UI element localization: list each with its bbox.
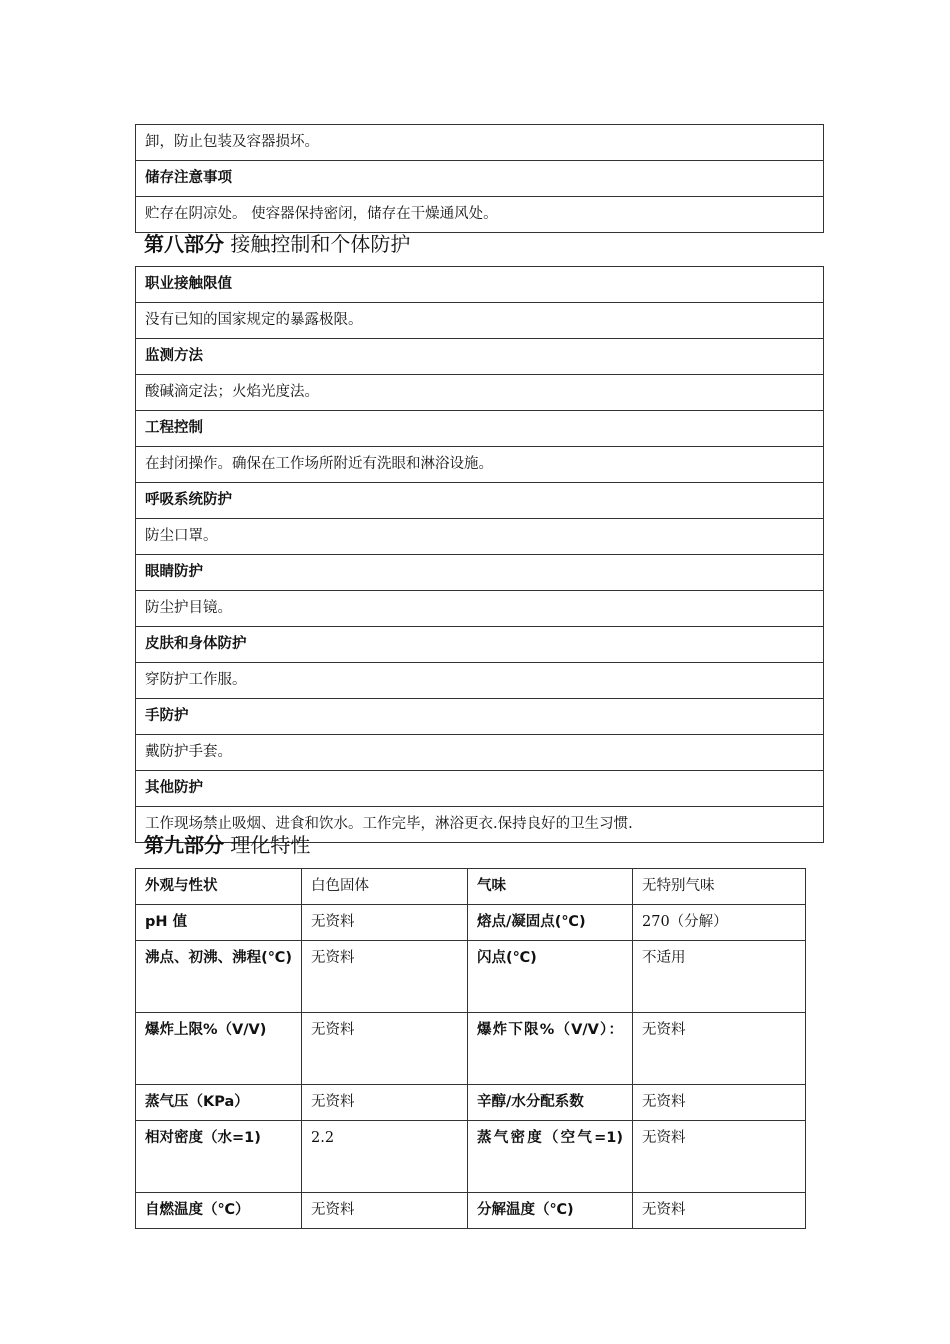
property-value: 无资料 — [302, 1013, 468, 1085]
respiratory-label: 呼吸系统防护 — [136, 483, 824, 519]
eye-protection-label: 眼睛防护 — [136, 555, 824, 591]
property-label: 沸点、初沸、沸程(℃) — [136, 941, 302, 1013]
section9-heading-number: 第九部分 — [144, 833, 224, 857]
section8-heading — [144, 231, 410, 257]
property-label: 分解温度（℃) — [468, 1193, 633, 1229]
eye-protection-value: 防尘护目镜。 — [136, 591, 824, 627]
exposure-limit-label: 职业接触限值 — [136, 267, 824, 303]
property-label: 相对密度（水=1) — [136, 1121, 302, 1193]
table-row — [136, 869, 806, 905]
property-label: 熔点/凝固点(℃) — [468, 905, 633, 941]
other-protection-value: 工作现场禁止吸烟、进食和饮水。工作完毕，淋浴更衣.保持良好的卫生习惯. — [136, 807, 824, 843]
section8-heading-title: 接触控制和个体防护 — [230, 232, 411, 256]
table-row — [136, 941, 806, 1013]
skin-protection-value: 穿防护工作服。 — [136, 663, 824, 699]
property-value: 无特别气味 — [633, 869, 806, 905]
table-row — [136, 1085, 806, 1121]
property-label: 辛醇/水分配系数 — [468, 1085, 633, 1121]
hand-protection-value: 戴防护手套。 — [136, 735, 824, 771]
skin-protection-label: 皮肤和身体防护 — [136, 627, 824, 663]
property-label: 蒸气密度（空气=1) — [468, 1121, 633, 1193]
section9-properties-table — [135, 868, 806, 1229]
engineering-control-value: 在封闭操作。确保在工作场所附近有洗眼和淋浴设施。 — [136, 447, 824, 483]
section9-heading-title: 理化特性 — [230, 833, 311, 857]
section8-heading-number: 第八部分 — [144, 232, 224, 256]
property-label: 自燃温度（℃） — [136, 1193, 302, 1229]
property-label: 爆炸上限%（V/V) — [136, 1013, 302, 1085]
monitoring-value: 酸碱滴定法；火焰光度法。 — [136, 375, 824, 411]
storage-notes-label: 储存注意事项 — [136, 161, 824, 197]
hand-protection-label: 手防护 — [136, 699, 824, 735]
property-value: 270（分解） — [633, 905, 806, 941]
property-value: 不适用 — [633, 941, 806, 1013]
property-label: pH 值 — [136, 905, 302, 941]
property-value: 无资料 — [633, 1013, 806, 1085]
section9-heading — [144, 832, 310, 858]
exposure-limit-value: 没有已知的国家规定的暴露极限。 — [136, 303, 824, 339]
property-value: 2.2 — [302, 1121, 468, 1193]
section8-table — [135, 266, 824, 843]
property-label: 气味 — [468, 869, 633, 905]
storage-text-cont: 卸，防止包装及容器损坏。 — [136, 125, 824, 161]
property-value: 无资料 — [633, 1085, 806, 1121]
other-protection-label: 其他防护 — [136, 771, 824, 807]
table-row — [136, 1013, 806, 1085]
engineering-control-label: 工程控制 — [136, 411, 824, 447]
property-label: 蒸气压（KPa） — [136, 1085, 302, 1121]
property-label: 闪点(℃) — [468, 941, 633, 1013]
property-label: 爆炸下限%（V/V）： — [468, 1013, 633, 1085]
property-value: 无资料 — [633, 1121, 806, 1193]
respiratory-value: 防尘口罩。 — [136, 519, 824, 555]
property-label: 外观与性状 — [136, 869, 302, 905]
storage-notes-value: 贮存在阴凉处。 使容器保持密闭，储存在干燥通风处。 — [136, 197, 824, 233]
property-value: 无资料 — [633, 1193, 806, 1229]
table-row — [136, 905, 806, 941]
table-row — [136, 1121, 806, 1193]
property-value: 无资料 — [302, 1085, 468, 1121]
property-value: 无资料 — [302, 941, 468, 1013]
property-value: 白色固体 — [302, 869, 468, 905]
section7-storage-table — [135, 124, 824, 233]
monitoring-label: 监测方法 — [136, 339, 824, 375]
property-value: 无资料 — [302, 905, 468, 941]
table-row — [136, 1193, 806, 1229]
property-value: 无资料 — [302, 1193, 468, 1229]
